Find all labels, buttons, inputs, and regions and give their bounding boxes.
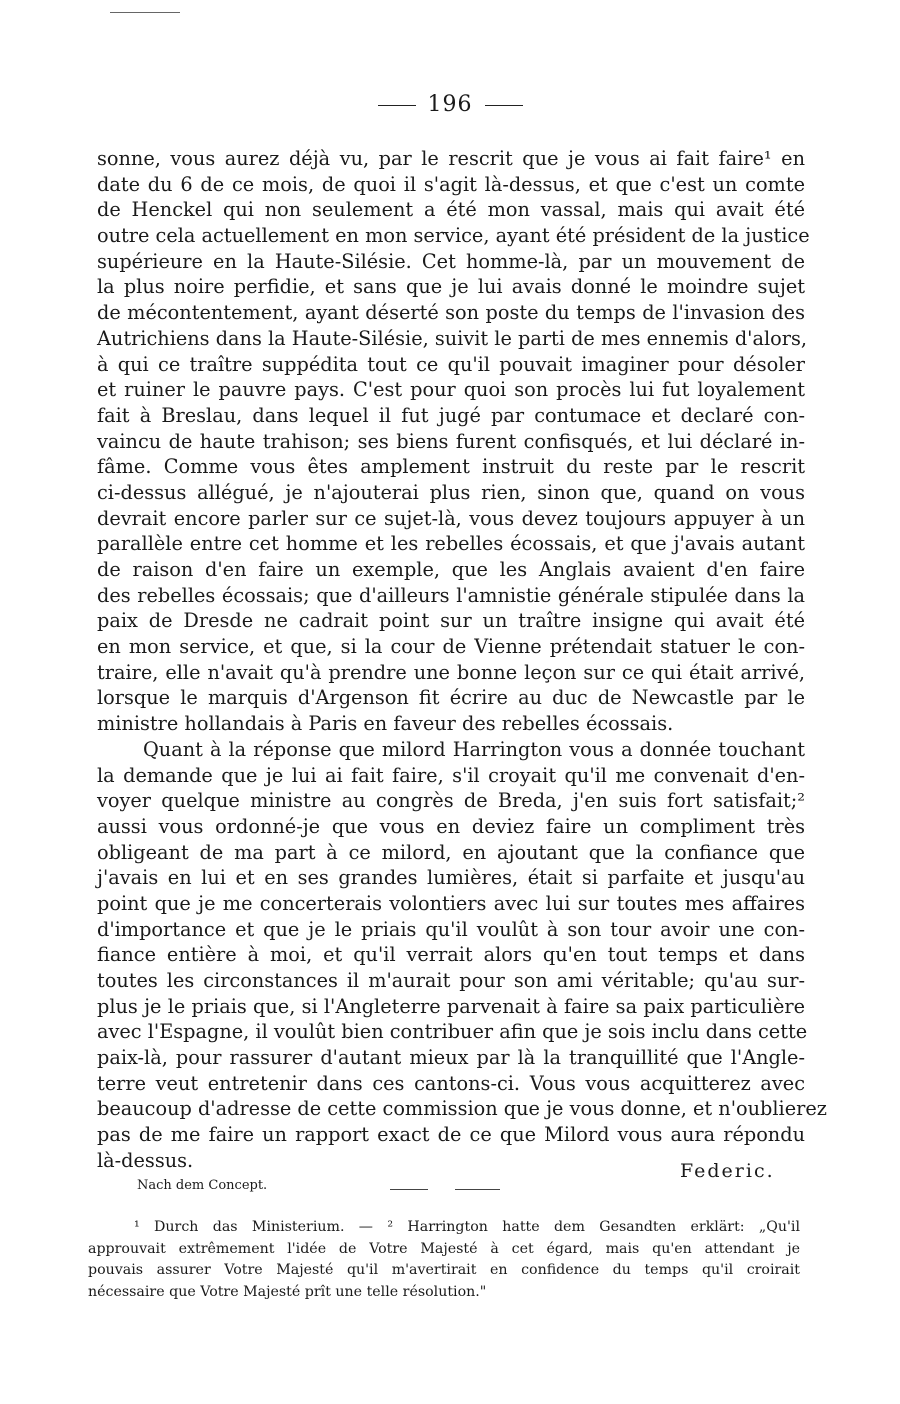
body-line: obligeant de ma part à ce milord, en ajoutant que la confiance que: [97, 840, 805, 864]
header-dash-left: [378, 105, 416, 106]
body-line: j'avais en lui et en ses grandes lumières, était si parfaite et jusqu'au: [97, 866, 805, 890]
body-line: en mon service, et que, si la cour de Vienne prétendait statuer le con-: [97, 635, 805, 659]
body-line: supérieure en la Haute-Silésie. Cet homme-là, par un mouvement de: [97, 249, 805, 273]
body-line: à qui ce traître suppédita tout ce qu'il pouvait imaginer pour désoler: [97, 352, 805, 376]
body-line: paix-là, pour rassurer d'autant mieux par là la tranquillité que l'Angle-: [97, 1046, 805, 1070]
separator-rule-right: [455, 1189, 500, 1190]
footnote-line: ¹ Durch das Ministerium. — ² Harrington hatte dem Gesandten erklärt: „Qu'il: [134, 1219, 800, 1235]
page-header: [0, 92, 900, 117]
body-line: Autrichiens dans la Haute-Silésie, suivit le parti de mes ennemis d'alors,: [97, 326, 807, 350]
body-line: parallèle entre cet homme et les rebelles écossais, et que j'avais autant: [97, 532, 805, 556]
body-line: de raison d'en faire un exemple, que les Anglais avaient d'en faire: [97, 558, 805, 581]
body-line: d'importance et que je le priais qu'il voulût à son tour avoir une con-: [97, 917, 805, 941]
body-line: date du 6 de ce mois, de quoi il s'agit là-dessus, et que c'est un comte: [97, 172, 805, 196]
separator-rule-left: [390, 1189, 428, 1190]
body-line: vaincu de haute trahison; ses biens furent confisqués, et lui déclaré in-: [97, 429, 805, 453]
body-line: pas de me faire un rapport exact de ce que Milord vous aura répondu: [97, 1123, 805, 1147]
footnote-line: pouvais assurer Votre Majesté qu'il m'avertirait en confidence du temps qu'il croirait: [88, 1262, 800, 1278]
body-line: plus je le priais que, si l'Angleterre parvenait à faire sa paix particulière: [97, 994, 805, 1018]
body-line: paix de Dresde ne cadrait point sur un traître insigne qui avait été: [97, 609, 805, 633]
paragraph-end-line: là-dessus.: [97, 1148, 194, 1172]
body-line: outre cela actuellement en mon service, ayant été président de la justice: [97, 224, 810, 248]
body-line: point que je me concerterais volontiers avec lui sur toutes mes affaires: [97, 891, 805, 915]
body-line: toutes les circonstances il m'aurait pour son ami véritable; qu'au sur-: [97, 969, 805, 992]
footnote-line: approuvait extrêmement l'idée de Votre Majesté à cet égard, mais qu'en attendant je: [88, 1240, 800, 1257]
body-line: des rebelles écossais; que d'ailleurs l'amnistie générale stipulée dans la: [97, 583, 805, 607]
footnote-line: nécessaire que Votre Majesté prît une telle résolution.": [88, 1283, 487, 1300]
signature: Federic.: [680, 1160, 775, 1182]
body-line: fait à Breslau, dans lequel il fut jugé par contumace et declaré con-: [97, 403, 805, 427]
body-line: aussi vous ordonné-je que vous en deviez faire un compliment très: [97, 814, 805, 838]
page-number: 196: [427, 92, 473, 117]
body-line: voyer quelque ministre au congrès de Breda, j'en suis fort satisfait;²: [97, 789, 805, 813]
body-line: beaucoup d'adresse de cette commission que je vous donne, et n'oublierez: [97, 1097, 827, 1121]
paragraph-start-line: Quant à la réponse que milord Harrington vous a donnée touchant: [143, 737, 805, 761]
letter-body: [97, 146, 827, 1174]
paragraph-end-line: ministre hollandais à Paris en faveur des rebelles écossais.: [97, 712, 674, 736]
body-line: fiance entière à moi, et qu'il verrait alors qu'en tout temps et dans: [97, 943, 805, 967]
body-line: et ruiner le pauvre pays. C'est pour quoi son procès lui fut loyalement: [97, 378, 805, 402]
body-line: terre veut entretenir dans ces cantons-ci. Vous vous acquitterez avec: [97, 1071, 805, 1095]
body-line: lorsque le marquis d'Argenson fit écrire au duc de Newcastle par le: [97, 686, 805, 710]
body-line: fâme. Comme vous êtes amplement instruit du reste par le rescrit: [97, 455, 805, 479]
body-line: ci-dessus allégué, je n'ajouterai plus rien, sinon que, quand on vous: [97, 480, 805, 504]
body-line: sonne, vous aurez déjà vu, par le rescrit que je vous ai fait faire¹ en: [97, 147, 805, 170]
source-note: Nach dem Concept.: [137, 1178, 268, 1193]
body-line: devrait encore parler sur ce sujet-là, vous devez toujours appuyer à un: [97, 506, 805, 530]
header-dash-right: [485, 105, 523, 106]
body-line: de Henckel qui non seulement a été mon vassal, mais qui avait été: [97, 198, 805, 222]
body-line: la demande que je lui ai fait faire, s'il croyait qu'il me convenait d'en-: [97, 763, 805, 787]
body-line: traire, elle n'avait qu'à prendre une bonne leçon sur ce qui était arrivé,: [97, 660, 805, 684]
body-line: de mécontentement, ayant déserté son poste du temps de l'invasion des: [97, 301, 805, 325]
footnotes: [88, 1217, 800, 1303]
body-line: avec l'Espagne, il voulût bien contribuer afin que je sois inclu dans cette: [97, 1020, 808, 1044]
top-rule: [110, 12, 180, 13]
body-line: la plus noire perfidie, et sans que je lui avais donné le moindre sujet: [97, 275, 805, 299]
